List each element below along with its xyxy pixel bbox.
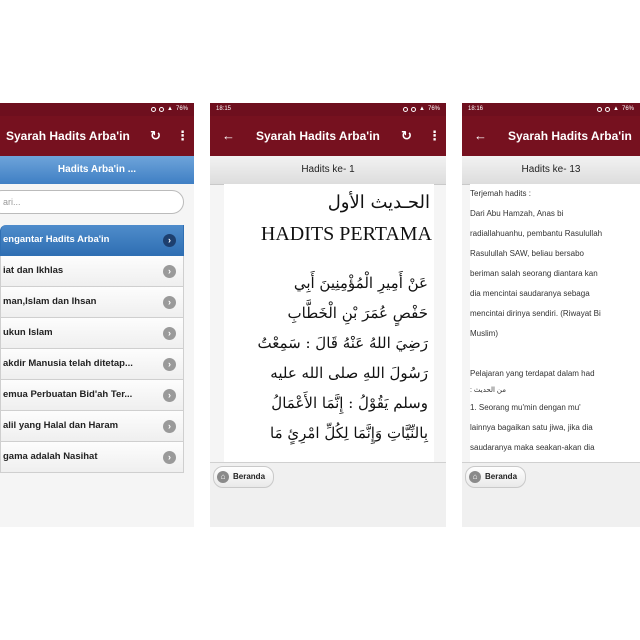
app-bar bbox=[0, 116, 194, 156]
list-item[interactable]: alil yang Halal dan Haram › bbox=[0, 411, 184, 442]
home-button[interactable]: ⌂ Beranda bbox=[213, 466, 274, 488]
status-battery: 76% bbox=[175, 106, 188, 112]
app-title: Syarah Hadits Arba'in bbox=[508, 129, 632, 143]
hadith-title: HADITS PERTAMA bbox=[260, 223, 432, 245]
screen-hadith-13 bbox=[462, 103, 640, 527]
list-item[interactable]: ukun Islam › bbox=[0, 318, 184, 349]
status-battery: 76% bbox=[427, 106, 440, 112]
list-item[interactable]: akdir Manusia telah ditetap... › bbox=[0, 349, 184, 380]
screen-hadith-1 bbox=[210, 103, 446, 527]
overflow-menu-icon[interactable]: ⋮ bbox=[428, 128, 441, 143]
back-arrow-icon[interactable]: ← bbox=[474, 128, 487, 143]
chevron-right-icon: › bbox=[163, 327, 176, 340]
status-bar bbox=[462, 103, 640, 116]
status-time: 18:16 bbox=[468, 106, 484, 112]
clock-icon bbox=[411, 107, 416, 112]
footer-bar bbox=[462, 462, 640, 491]
list-item[interactable]: gama adalah Nasihat › bbox=[0, 442, 184, 473]
chevron-right-icon: › bbox=[163, 296, 176, 309]
refresh-icon[interactable]: ↻ bbox=[150, 128, 161, 143]
app-bar bbox=[462, 116, 640, 156]
app-title: Syarah Hadits Arba'in bbox=[6, 129, 130, 143]
chevron-right-icon: › bbox=[163, 358, 176, 371]
list-header: Hadits Arba'in ... bbox=[0, 156, 194, 184]
hadith-number-header: Hadits ke- 13 bbox=[462, 156, 640, 185]
hadith-translation: Terjemah hadits : Dari Abu Hamzah, Anas bi radiallahuanhu, pembantu Rasulullah Rasulullah SAW, beliau bersabo beriman salah seorang diantara kan dia mencintai saudaranya sebaga mencintai dirinya sendiri. (Riwayat Bi Muslim) Pelajaran yang terdapat dalam had من الحديث : 1. Seorang mu'min dengan mu' lainnya bagaikan satu jiwa, jika dia saudaranya maka seakan-akan dia bbox=[470, 184, 640, 462]
status-time: 18:15 bbox=[216, 106, 232, 112]
hadith-list bbox=[0, 225, 184, 473]
refresh-icon[interactable]: ↻ bbox=[401, 128, 412, 143]
list-item[interactable]: man,Islam dan Ihsan › bbox=[0, 287, 184, 318]
chevron-right-icon: › bbox=[163, 451, 176, 464]
arabic-text: عَنْ أَمِيرِ الْمُؤْمِنِينَ أَبِي حَفْصٍ عُمَرَ بْنِ الْخَطَّابِ رَضِيَ اللهُ عَنْهُ قَالَ : سَمِعْتُ رَسُولَ اللهِ صلى الله عليه وسلم يَقُوْلُ : إِنَّمَا الأَعْمَالُ بِالنِّيَّاتِ وَإِنَّمَا لِكُلِّ امْرِئٍ مَا bbox=[257, 274, 428, 442]
home-button[interactable]: ⌂ Beranda bbox=[465, 466, 526, 488]
alarm-icon bbox=[403, 107, 408, 112]
overflow-menu-icon[interactable]: ⋮ bbox=[176, 128, 189, 143]
signal-icon: ▲ bbox=[613, 106, 619, 112]
clock-icon bbox=[159, 107, 164, 112]
hadith-content bbox=[224, 184, 434, 462]
alarm-icon bbox=[151, 107, 156, 112]
screen-hadith-list bbox=[0, 103, 194, 527]
status-battery: 76% bbox=[621, 106, 634, 112]
home-icon: ⌂ bbox=[469, 471, 481, 483]
list-item[interactable]: engantar Hadits Arba'in › bbox=[0, 225, 184, 256]
hadith-number-header: Hadits ke- 1 bbox=[210, 156, 446, 185]
list-item[interactable]: emua Perbuatan Bid'ah Ter... › bbox=[0, 380, 184, 411]
arabic-title: الحـديث الأول bbox=[327, 192, 430, 213]
app-title: Syarah Hadits Arba'in bbox=[256, 129, 380, 143]
search-input[interactable]: ari... bbox=[0, 190, 184, 214]
app-bar bbox=[210, 116, 446, 156]
footer-bar bbox=[210, 462, 446, 491]
status-bar bbox=[210, 103, 446, 116]
list-item[interactable]: iat dan Ikhlas › bbox=[0, 256, 184, 287]
chevron-right-icon: › bbox=[163, 265, 176, 278]
clock-icon bbox=[605, 107, 610, 112]
signal-icon: ▲ bbox=[419, 106, 425, 112]
chevron-right-icon: › bbox=[163, 234, 176, 247]
signal-icon: ▲ bbox=[167, 106, 173, 112]
home-icon: ⌂ bbox=[217, 471, 229, 483]
status-bar bbox=[0, 103, 194, 116]
alarm-icon bbox=[597, 107, 602, 112]
back-arrow-icon[interactable]: ← bbox=[222, 128, 235, 143]
chevron-right-icon: › bbox=[163, 389, 176, 402]
chevron-right-icon: › bbox=[163, 420, 176, 433]
